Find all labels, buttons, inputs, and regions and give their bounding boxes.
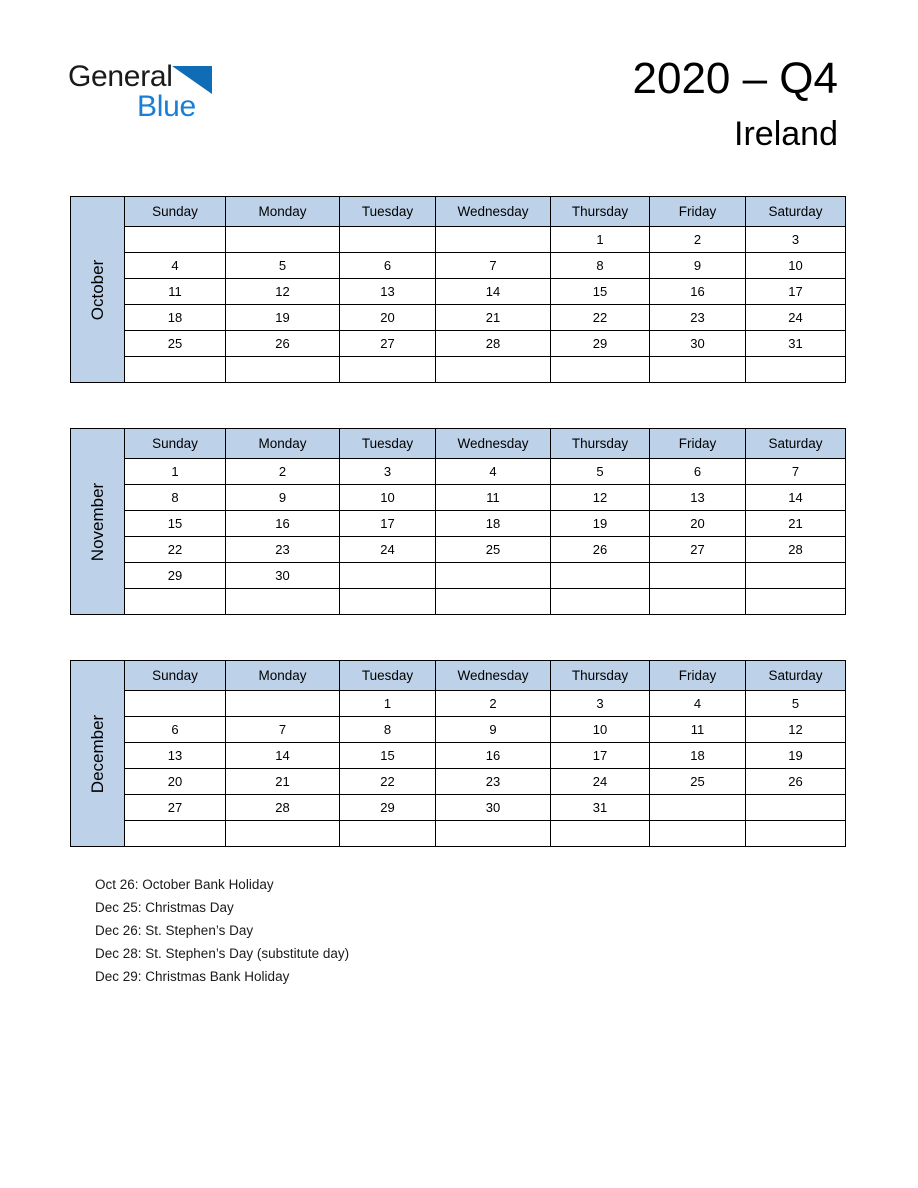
day-cell[interactable]: 10 bbox=[746, 253, 846, 279]
page-subtitle-country: Ireland bbox=[734, 115, 838, 153]
day-cell[interactable]: 28 bbox=[746, 537, 846, 563]
day-cell[interactable]: 6 bbox=[340, 253, 436, 279]
day-cell-empty bbox=[650, 795, 746, 821]
day-cell[interactable]: 30 bbox=[226, 563, 340, 589]
title-block bbox=[633, 52, 839, 156]
day-cell[interactable]: 30 bbox=[650, 331, 746, 357]
day-cell-empty bbox=[340, 563, 436, 589]
weekday-header-wednesday: Wednesday bbox=[436, 661, 551, 691]
month-label-text: October bbox=[87, 259, 107, 320]
day-cell[interactable]: 8 bbox=[551, 253, 650, 279]
day-cell[interactable]: 4 bbox=[125, 253, 226, 279]
day-cell[interactable]: 16 bbox=[650, 279, 746, 305]
page-header bbox=[0, 0, 918, 190]
day-cell-empty bbox=[551, 563, 650, 589]
day-cell[interactable]: 15 bbox=[125, 511, 226, 537]
holiday-legend-list bbox=[95, 873, 795, 988]
week-row bbox=[125, 563, 846, 589]
week-row bbox=[125, 331, 846, 357]
weekday-header-friday: Friday bbox=[650, 661, 746, 691]
week-row bbox=[125, 717, 846, 743]
week-row bbox=[125, 511, 846, 537]
day-cell[interactable]: 4 bbox=[650, 691, 746, 717]
logo-text-general: General bbox=[68, 60, 173, 93]
weekday-header-monday: Monday bbox=[226, 661, 340, 691]
day-cell[interactable]: 25 bbox=[125, 331, 226, 357]
day-cell[interactable]: 28 bbox=[436, 331, 551, 357]
weekday-header-monday: Monday bbox=[226, 429, 340, 459]
day-cell[interactable]: 16 bbox=[436, 743, 551, 769]
day-cell[interactable]: 11 bbox=[650, 717, 746, 743]
day-cell-empty bbox=[226, 357, 340, 383]
calendar-block-december bbox=[70, 660, 846, 847]
day-cell[interactable]: 14 bbox=[436, 279, 551, 305]
weekday-header-friday: Friday bbox=[650, 429, 746, 459]
day-cell[interactable]: 12 bbox=[226, 279, 340, 305]
weekday-header-sunday: Sunday bbox=[125, 661, 226, 691]
day-cell[interactable]: 6 bbox=[650, 459, 746, 485]
day-cell[interactable]: 22 bbox=[551, 305, 650, 331]
day-cell[interactable]: 31 bbox=[746, 331, 846, 357]
day-cell[interactable]: 5 bbox=[226, 253, 340, 279]
day-cell[interactable]: 21 bbox=[226, 769, 340, 795]
day-cell[interactable]: 2 bbox=[650, 227, 746, 253]
day-cell[interactable]: 14 bbox=[746, 485, 846, 511]
day-cell[interactable]: 19 bbox=[746, 743, 846, 769]
weekday-header-row bbox=[125, 429, 846, 459]
day-cell-empty bbox=[226, 821, 340, 847]
month-label-december bbox=[70, 660, 124, 847]
day-cell[interactable]: 22 bbox=[125, 537, 226, 563]
month-label-text: December bbox=[87, 714, 107, 793]
weekday-header-tuesday: Tuesday bbox=[340, 661, 436, 691]
week-row bbox=[125, 253, 846, 279]
day-cell[interactable]: 6 bbox=[125, 717, 226, 743]
weekday-header-thursday: Thursday bbox=[551, 429, 650, 459]
logo-text-blue: Blue bbox=[137, 90, 196, 123]
holiday-legend-item: Oct 26: October Bank Holiday bbox=[95, 877, 274, 892]
day-cell[interactable]: 27 bbox=[650, 537, 746, 563]
day-cell-empty bbox=[746, 821, 846, 847]
day-cell[interactable]: 1 bbox=[125, 459, 226, 485]
day-cell-holiday[interactable]: 29 bbox=[340, 795, 436, 821]
day-cell[interactable]: 20 bbox=[125, 769, 226, 795]
day-cell[interactable]: 13 bbox=[125, 743, 226, 769]
holiday-legend-item: Dec 25: Christmas Day bbox=[95, 900, 234, 915]
day-cell[interactable]: 19 bbox=[226, 305, 340, 331]
calendar-table-december bbox=[124, 660, 846, 847]
week-row bbox=[125, 305, 846, 331]
day-cell[interactable]: 18 bbox=[650, 743, 746, 769]
day-cell[interactable]: 3 bbox=[340, 459, 436, 485]
day-cell-empty bbox=[746, 357, 846, 383]
day-cell[interactable]: 18 bbox=[436, 511, 551, 537]
day-cell[interactable]: 25 bbox=[436, 537, 551, 563]
day-cell-empty bbox=[125, 227, 226, 253]
holiday-legend-item: Dec 29: Christmas Bank Holiday bbox=[95, 969, 290, 984]
day-cell-empty bbox=[650, 563, 746, 589]
day-cell-empty bbox=[650, 357, 746, 383]
day-cell[interactable]: 3 bbox=[551, 691, 650, 717]
week-row bbox=[125, 691, 846, 717]
day-cell[interactable]: 2 bbox=[226, 459, 340, 485]
weekday-header-wednesday: Wednesday bbox=[436, 429, 551, 459]
day-cell-empty bbox=[746, 563, 846, 589]
day-cell-empty bbox=[125, 357, 226, 383]
day-cell[interactable]: 1 bbox=[551, 227, 650, 253]
day-cell-empty bbox=[436, 357, 551, 383]
day-cell[interactable]: 10 bbox=[340, 485, 436, 511]
day-cell[interactable]: 16 bbox=[226, 511, 340, 537]
weekday-header-sunday: Sunday bbox=[125, 197, 226, 227]
day-cell[interactable]: 17 bbox=[746, 279, 846, 305]
day-cell[interactable]: 5 bbox=[746, 691, 846, 717]
holiday-legend-item: Dec 28: St. Stephen’s Day (substitute day) bbox=[95, 946, 350, 961]
month-label-november bbox=[70, 428, 124, 615]
day-cell[interactable]: 7 bbox=[436, 253, 551, 279]
day-cell[interactable]: 20 bbox=[650, 511, 746, 537]
week-row bbox=[125, 821, 846, 847]
day-cell-holiday[interactable]: 25 bbox=[650, 769, 746, 795]
day-cell[interactable]: 21 bbox=[436, 305, 551, 331]
day-cell[interactable]: 20 bbox=[340, 305, 436, 331]
weekday-header-thursday: Thursday bbox=[551, 197, 650, 227]
month-label-october bbox=[70, 196, 124, 383]
day-cell-empty bbox=[125, 691, 226, 717]
day-cell[interactable]: 27 bbox=[125, 795, 226, 821]
calendar-table-november bbox=[124, 428, 846, 615]
weekday-header-monday: Monday bbox=[226, 197, 340, 227]
week-row bbox=[125, 279, 846, 305]
day-cell-empty bbox=[551, 589, 650, 615]
day-cell[interactable]: 12 bbox=[551, 485, 650, 511]
day-cell[interactable]: 21 bbox=[746, 511, 846, 537]
day-cell[interactable]: 24 bbox=[340, 537, 436, 563]
day-cell[interactable]: 5 bbox=[551, 459, 650, 485]
day-cell[interactable]: 29 bbox=[551, 331, 650, 357]
day-cell-empty bbox=[746, 589, 846, 615]
day-cell[interactable]: 4 bbox=[436, 459, 551, 485]
day-cell[interactable]: 24 bbox=[746, 305, 846, 331]
day-cell[interactable]: 14 bbox=[226, 743, 340, 769]
weekday-header-row bbox=[125, 197, 846, 227]
day-cell-empty bbox=[436, 227, 551, 253]
day-cell-holiday[interactable]: 26 bbox=[226, 331, 340, 357]
day-cell[interactable]: 9 bbox=[436, 717, 551, 743]
day-cell-empty bbox=[436, 563, 551, 589]
day-cell-empty bbox=[746, 795, 846, 821]
day-cell[interactable]: 13 bbox=[650, 485, 746, 511]
weekday-header-tuesday: Tuesday bbox=[340, 197, 436, 227]
week-row bbox=[125, 743, 846, 769]
week-row bbox=[125, 537, 846, 563]
weekday-header-wednesday: Wednesday bbox=[436, 197, 551, 227]
week-row bbox=[125, 459, 846, 485]
day-cell[interactable]: 15 bbox=[340, 743, 436, 769]
weekday-header-tuesday: Tuesday bbox=[340, 429, 436, 459]
weekday-header-saturday: Saturday bbox=[746, 429, 846, 459]
general-blue-logo bbox=[68, 60, 368, 140]
day-cell-empty bbox=[125, 821, 226, 847]
day-cell[interactable]: 19 bbox=[551, 511, 650, 537]
day-cell-empty bbox=[650, 589, 746, 615]
day-cell[interactable]: 23 bbox=[226, 537, 340, 563]
day-cell[interactable]: 18 bbox=[125, 305, 226, 331]
day-cell-empty bbox=[226, 691, 340, 717]
week-row bbox=[125, 485, 846, 511]
day-cell[interactable]: 22 bbox=[340, 769, 436, 795]
day-cell[interactable]: 8 bbox=[340, 717, 436, 743]
day-cell-empty bbox=[551, 821, 650, 847]
day-cell[interactable]: 10 bbox=[551, 717, 650, 743]
calendar-table-october bbox=[124, 196, 846, 383]
day-cell[interactable]: 2 bbox=[436, 691, 551, 717]
day-cell[interactable]: 7 bbox=[746, 459, 846, 485]
day-cell[interactable]: 23 bbox=[436, 769, 551, 795]
day-cell[interactable]: 24 bbox=[551, 769, 650, 795]
day-cell[interactable]: 12 bbox=[746, 717, 846, 743]
day-cell-empty bbox=[650, 821, 746, 847]
day-cell[interactable]: 31 bbox=[551, 795, 650, 821]
calendar-block-october bbox=[70, 196, 846, 383]
day-cell-empty bbox=[436, 821, 551, 847]
day-cell[interactable]: 9 bbox=[226, 485, 340, 511]
day-cell[interactable]: 17 bbox=[551, 743, 650, 769]
weekday-header-saturday: Saturday bbox=[746, 197, 846, 227]
day-cell-empty bbox=[226, 589, 340, 615]
day-cell[interactable]: 17 bbox=[340, 511, 436, 537]
day-cell[interactable]: 3 bbox=[746, 227, 846, 253]
day-cell[interactable]: 11 bbox=[125, 279, 226, 305]
day-cell-empty bbox=[551, 357, 650, 383]
page-title: 2020 – Q4 bbox=[632, 54, 838, 103]
day-cell-empty bbox=[340, 589, 436, 615]
weekday-header-sunday: Sunday bbox=[125, 429, 226, 459]
day-cell[interactable]: 15 bbox=[551, 279, 650, 305]
day-cell[interactable]: 23 bbox=[650, 305, 746, 331]
week-row bbox=[125, 357, 846, 383]
week-row bbox=[125, 795, 846, 821]
day-cell-holiday[interactable]: 26 bbox=[746, 769, 846, 795]
day-cell-empty bbox=[226, 227, 340, 253]
day-cell[interactable]: 13 bbox=[340, 279, 436, 305]
day-cell[interactable]: 27 bbox=[340, 331, 436, 357]
day-cell-holiday[interactable]: 28 bbox=[226, 795, 340, 821]
day-cell-empty bbox=[436, 589, 551, 615]
day-cell-empty bbox=[340, 357, 436, 383]
day-cell-empty bbox=[340, 227, 436, 253]
weekday-header-thursday: Thursday bbox=[551, 661, 650, 691]
week-row bbox=[125, 769, 846, 795]
calendar-block-november bbox=[70, 428, 846, 615]
day-cell[interactable]: 26 bbox=[551, 537, 650, 563]
day-cell[interactable]: 30 bbox=[436, 795, 551, 821]
day-cell-empty bbox=[125, 589, 226, 615]
day-cell[interactable]: 11 bbox=[436, 485, 551, 511]
day-cell[interactable]: 8 bbox=[125, 485, 226, 511]
week-row bbox=[125, 227, 846, 253]
weekday-header-friday: Friday bbox=[650, 197, 746, 227]
day-cell-empty bbox=[340, 821, 436, 847]
day-cell[interactable]: 7 bbox=[226, 717, 340, 743]
month-label-text: November bbox=[87, 482, 107, 561]
holiday-legend-item: Dec 26: St. Stephen’s Day bbox=[95, 923, 254, 938]
weekday-header-saturday: Saturday bbox=[746, 661, 846, 691]
weekday-header-row bbox=[125, 661, 846, 691]
day-cell[interactable]: 1 bbox=[340, 691, 436, 717]
day-cell[interactable]: 9 bbox=[650, 253, 746, 279]
day-cell[interactable]: 29 bbox=[125, 563, 226, 589]
week-row bbox=[125, 589, 846, 615]
